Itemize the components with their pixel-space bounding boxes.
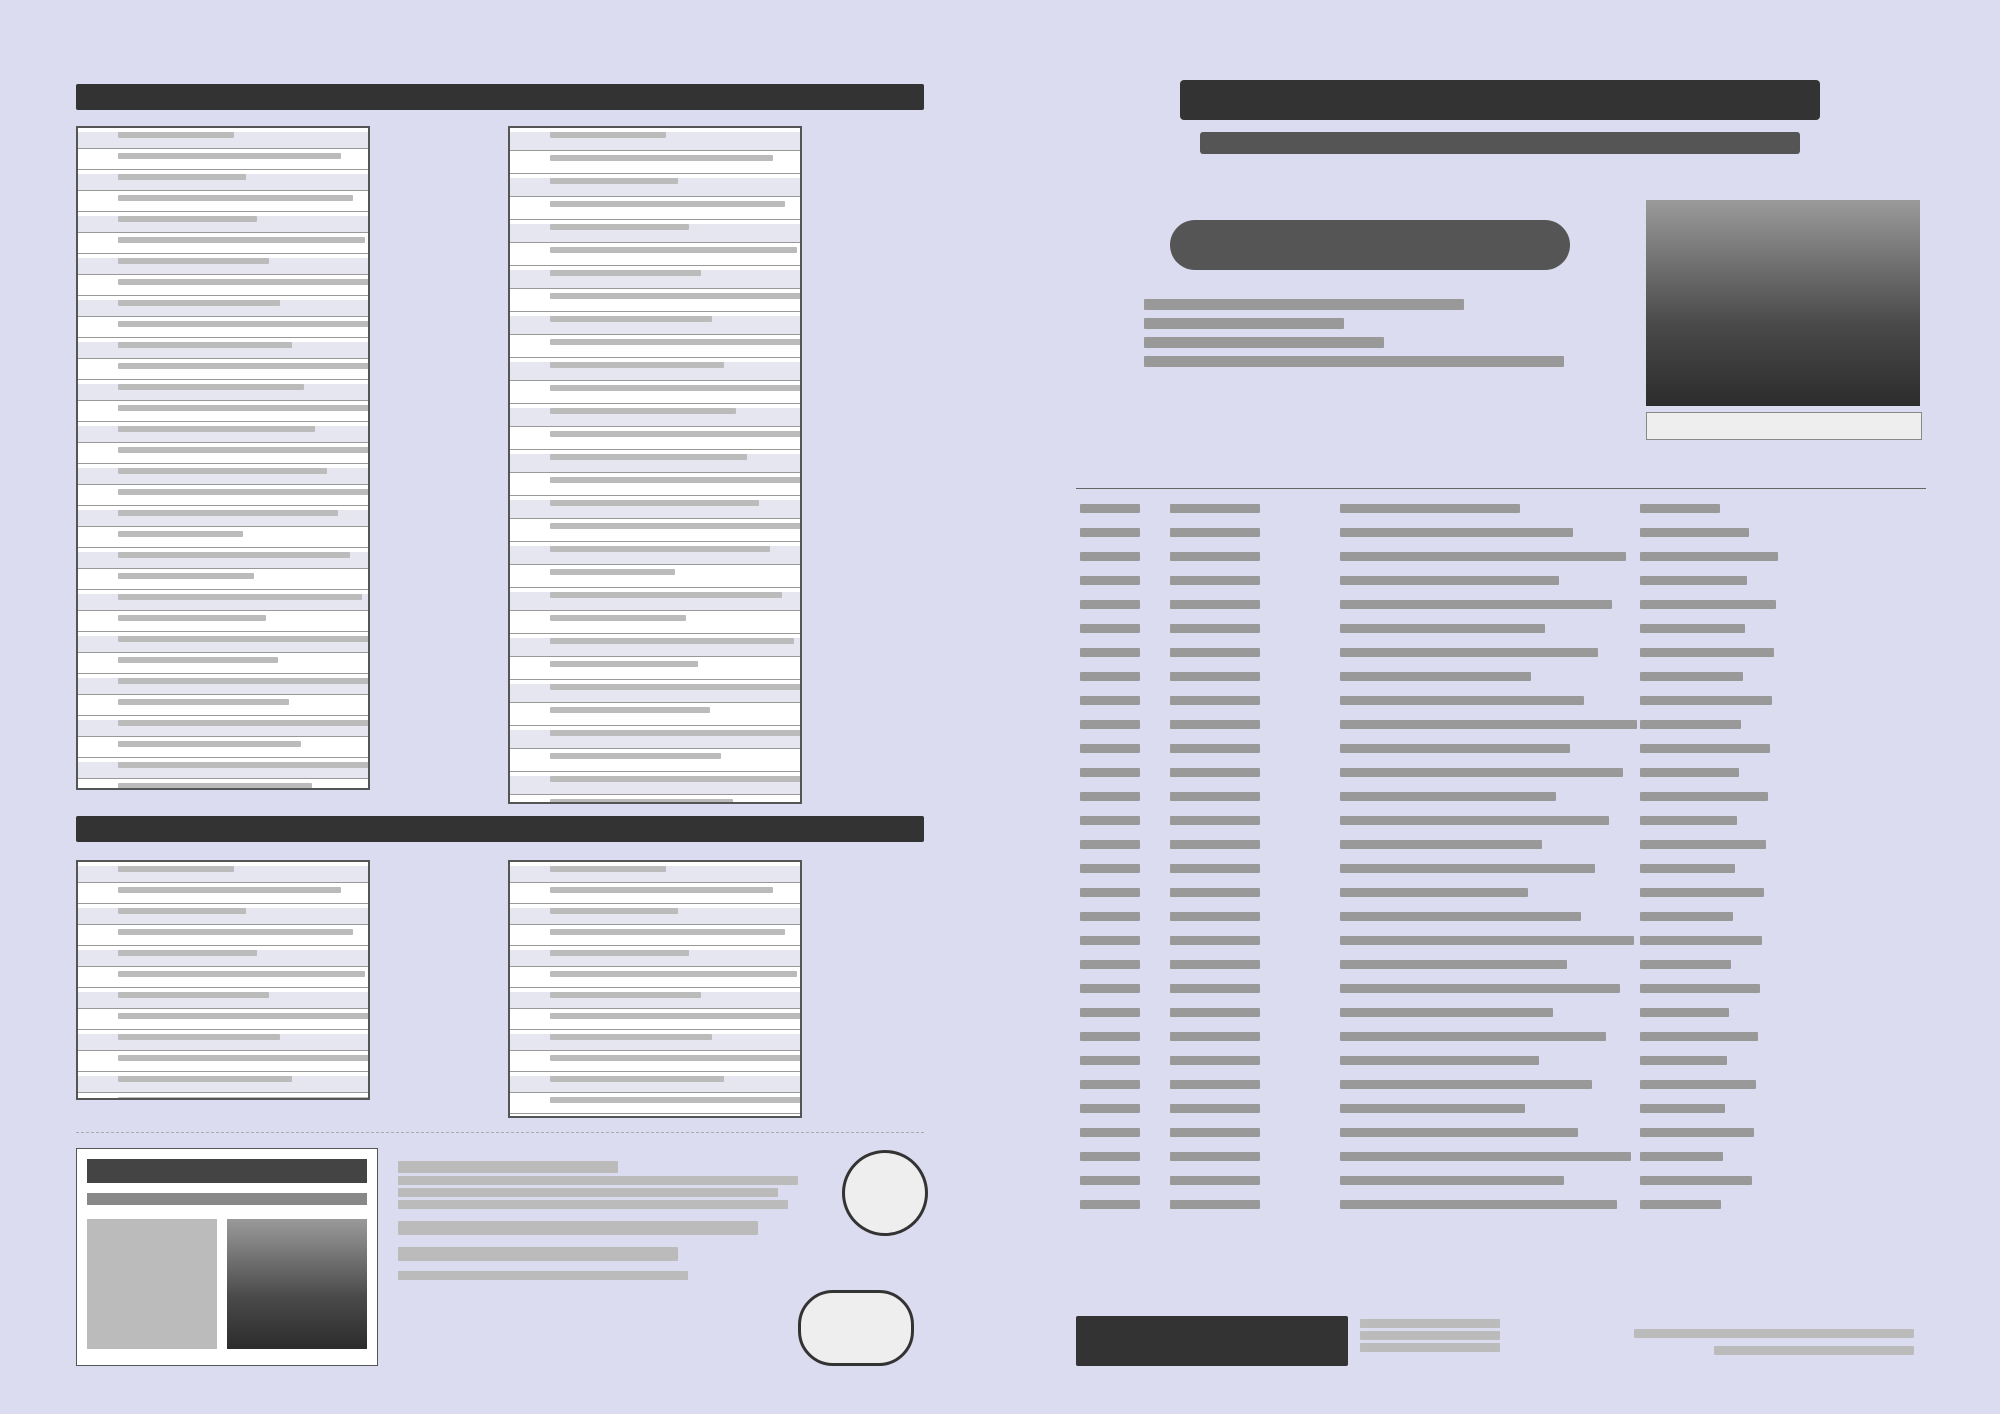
table-row [510, 638, 800, 657]
table-row [78, 762, 368, 779]
program-row [1076, 567, 1926, 591]
table-row [78, 237, 368, 254]
program-row [1076, 543, 1926, 567]
table-row [78, 342, 368, 359]
table-row [510, 339, 800, 358]
table-row [78, 405, 368, 422]
table-row [78, 531, 368, 548]
table-row [78, 363, 368, 380]
table-row [510, 224, 800, 243]
program-row [1076, 663, 1926, 687]
section-header-1 [76, 84, 924, 110]
program-row [1076, 1023, 1926, 1047]
program-row [1076, 879, 1926, 903]
sub-title [1200, 132, 1800, 154]
table-row [510, 477, 800, 496]
program-row [1076, 759, 1926, 783]
table-row [510, 661, 800, 680]
program-row [1076, 855, 1926, 879]
table-row [78, 783, 368, 790]
table-row [78, 992, 368, 1009]
table-row [78, 573, 368, 590]
table-row [78, 741, 368, 758]
donor-table-1a [76, 126, 370, 790]
program-row [1076, 639, 1926, 663]
table-row [510, 431, 800, 450]
table-row [78, 258, 368, 275]
program-table [1076, 470, 1926, 1270]
table-row [510, 408, 800, 427]
smile-emblem [798, 1290, 914, 1366]
table-row [510, 707, 800, 726]
table-row [510, 178, 800, 197]
table-row [510, 908, 800, 925]
donor-table-2a [76, 860, 370, 1100]
table-row [78, 153, 368, 170]
table-row [78, 468, 368, 485]
table-row [510, 866, 800, 883]
table-row [510, 546, 800, 565]
right-panel [1000, 0, 2000, 1414]
table-row [78, 1097, 368, 1100]
program-row [1076, 1071, 1926, 1095]
table-row [78, 1013, 368, 1030]
program-row [1076, 1167, 1926, 1191]
table-row [510, 1013, 800, 1030]
table-row [78, 908, 368, 925]
table-row [510, 454, 800, 473]
table-row [510, 753, 800, 772]
program-row [1076, 495, 1926, 519]
table-row [510, 201, 800, 220]
table-row [510, 385, 800, 404]
program-row [1076, 519, 1926, 543]
program-row [1076, 687, 1926, 711]
table-row [78, 489, 368, 506]
table-row [510, 293, 800, 312]
table-row [510, 1097, 800, 1114]
table-row [510, 1055, 800, 1072]
table-row [510, 362, 800, 381]
program-row [1076, 1191, 1926, 1215]
table-row [510, 270, 800, 289]
table-row [78, 447, 368, 464]
table-row [510, 992, 800, 1009]
program-row [1076, 711, 1926, 735]
table-row [78, 887, 368, 904]
table-row [78, 678, 368, 695]
section-header-2 [76, 816, 924, 842]
table-row [78, 594, 368, 611]
table-row [78, 552, 368, 569]
table-row [78, 1055, 368, 1072]
table-row [510, 132, 800, 151]
table-row [510, 776, 800, 795]
table-row [510, 950, 800, 967]
program-row [1076, 975, 1926, 999]
table-row [510, 887, 800, 904]
flyer-thumbnail [76, 1148, 378, 1366]
event-info [1140, 296, 1600, 386]
table-row [78, 720, 368, 737]
program-row [1076, 1095, 1926, 1119]
donor-table-1b [508, 126, 802, 804]
officers [1356, 1316, 1506, 1366]
contact [1630, 1326, 1920, 1372]
program-row [1076, 591, 1926, 615]
org-logo [1076, 1316, 1348, 1366]
table-row [510, 799, 800, 804]
table-row [78, 216, 368, 233]
table-row [78, 1034, 368, 1051]
program-row [1076, 927, 1926, 951]
table-row [78, 321, 368, 338]
table-row [510, 247, 800, 266]
program-row [1076, 807, 1926, 831]
program-row [1076, 831, 1926, 855]
table-row [78, 384, 368, 401]
table-row [78, 615, 368, 632]
table-row [78, 426, 368, 443]
left-panel [0, 0, 960, 1414]
program-row [1076, 1119, 1926, 1143]
table-row [510, 730, 800, 749]
table-row [78, 195, 368, 212]
table-row [78, 1076, 368, 1093]
table-row [510, 500, 800, 519]
table-row [510, 569, 800, 588]
table-row [510, 316, 800, 335]
table-row [78, 657, 368, 674]
table-row [510, 523, 800, 542]
table-row [78, 866, 368, 883]
program-row [1076, 951, 1926, 975]
table-row [78, 174, 368, 191]
table-row [78, 971, 368, 988]
event-photo [1646, 200, 1920, 406]
main-title [1180, 80, 1820, 120]
program-pill [1170, 220, 1570, 270]
table-row [510, 1034, 800, 1051]
table-row [78, 950, 368, 967]
table-row [510, 929, 800, 946]
table-row [510, 1076, 800, 1093]
table-row [78, 699, 368, 716]
table-row [78, 636, 368, 653]
info-text-block [394, 1158, 834, 1328]
program-row [1076, 783, 1926, 807]
divider [76, 1132, 924, 1133]
table-row [78, 132, 368, 149]
photo-caption [1646, 412, 1922, 440]
program-row [1076, 1047, 1926, 1071]
logo-emblem [842, 1150, 928, 1236]
table-row [78, 929, 368, 946]
program-row [1076, 903, 1926, 927]
table-row [510, 592, 800, 611]
table-row [78, 300, 368, 317]
table-row [78, 510, 368, 527]
table-row [510, 971, 800, 988]
table-row [510, 684, 800, 703]
program-row [1076, 1143, 1926, 1167]
program-row [1076, 735, 1926, 759]
table-row [510, 155, 800, 174]
program-row [1076, 615, 1926, 639]
table-row [510, 615, 800, 634]
table-row [78, 279, 368, 296]
program-row [1076, 999, 1926, 1023]
donor-table-2b [508, 860, 802, 1118]
